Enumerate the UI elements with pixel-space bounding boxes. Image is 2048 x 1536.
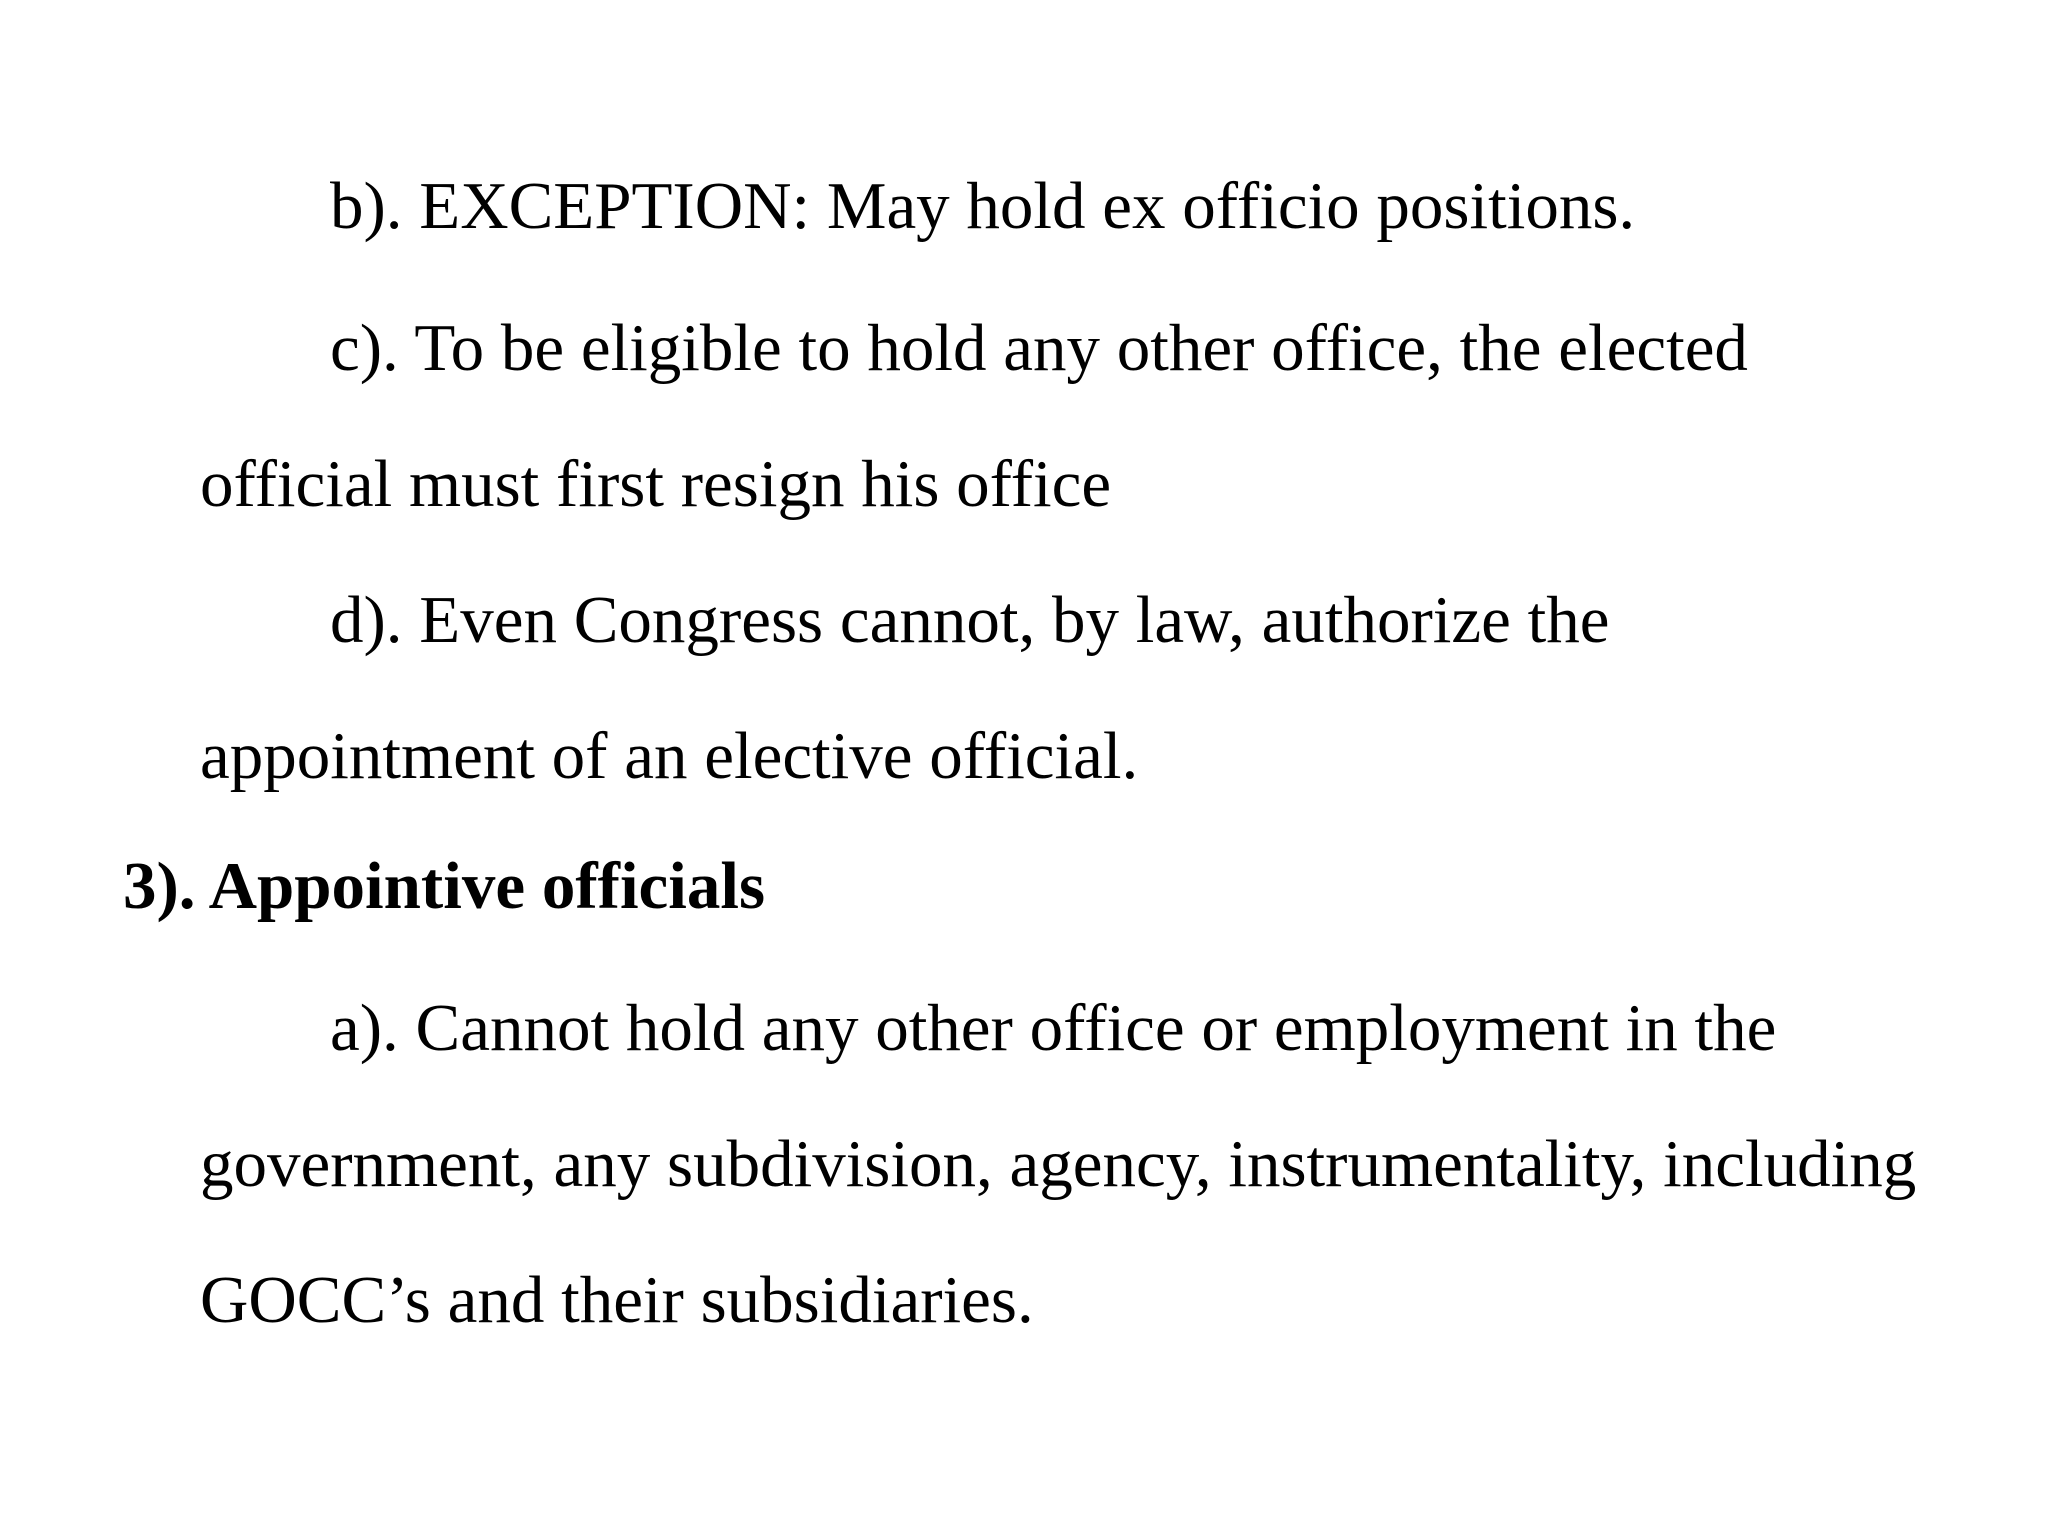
section-heading: 3). Appointive officials	[123, 849, 766, 923]
paragraph-c	[200, 280, 1950, 552]
paragraph-c-text: c). To be eligible to hold any other office, the elected official must first resign his office	[200, 311, 1748, 521]
paragraph-b-text: b). EXCEPTION: May hold ex officio positions.	[330, 169, 1636, 243]
paragraph-3a	[200, 960, 1950, 1368]
paragraph-d-text: d). Even Congress cannot, by law, authorize the appointment of an elective official.	[200, 583, 1610, 793]
paragraph-d	[200, 552, 1950, 824]
paragraph-b	[200, 138, 1950, 274]
paragraph-3a-text: a). Cannot hold any other office or employment in the government, any subdivision, agency, instrumentality, including GOCC’s and their subsidiaries.	[200, 991, 1917, 1337]
